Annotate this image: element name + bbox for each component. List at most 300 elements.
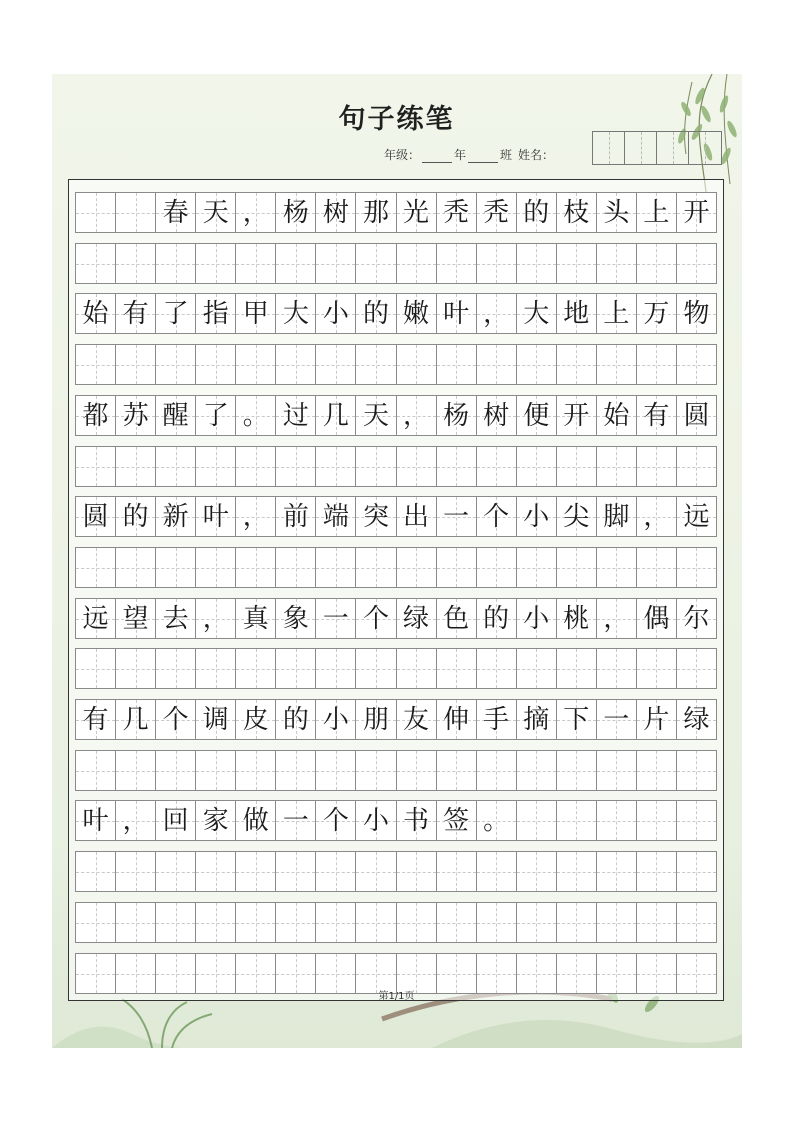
grid-cell[interactable]: [517, 497, 557, 536]
grid-cell[interactable]: [156, 447, 196, 486]
grid-cell[interactable]: [316, 244, 356, 283]
grid-character: ，: [202, 603, 229, 634]
grid-cell[interactable]: [437, 497, 477, 536]
grid-cell[interactable]: [637, 903, 677, 942]
grid-cell[interactable]: [477, 649, 517, 688]
grid-character: 个: [322, 805, 349, 836]
grid-cell[interactable]: [316, 700, 356, 739]
grid-cell[interactable]: [677, 649, 716, 688]
grid-cell[interactable]: [236, 345, 276, 384]
grid-row: [75, 243, 717, 284]
grid-cell[interactable]: [557, 244, 597, 283]
grid-cell[interactable]: [356, 751, 396, 790]
grid-cell[interactable]: [356, 447, 396, 486]
grid-cell[interactable]: [477, 751, 517, 790]
grid-cell[interactable]: [236, 396, 276, 435]
grid-cell[interactable]: [356, 903, 396, 942]
grid-cell[interactable]: [597, 852, 637, 891]
grid-cell[interactable]: [517, 801, 557, 840]
grid-cell[interactable]: [316, 497, 356, 536]
grid-row: [75, 648, 717, 689]
grid-cell[interactable]: [236, 548, 276, 587]
grid-cell[interactable]: [76, 447, 116, 486]
grid-cell[interactable]: [517, 193, 557, 232]
grid-cell[interactable]: [76, 801, 116, 840]
grid-cell[interactable]: [156, 852, 196, 891]
grid-cell[interactable]: [397, 599, 437, 638]
grid-cell[interactable]: [196, 852, 236, 891]
grid-cell[interactable]: [236, 751, 276, 790]
grid-cell[interactable]: [316, 548, 356, 587]
grid-cell[interactable]: [517, 548, 557, 587]
grid-cell[interactable]: [276, 649, 316, 688]
grid-character: 签: [443, 805, 470, 836]
grid-cell[interactable]: [196, 599, 236, 638]
grid-character: 一: [322, 603, 349, 634]
grid-character: ，: [403, 400, 430, 431]
grid-cell[interactable]: [517, 852, 557, 891]
grid-cell[interactable]: [196, 294, 236, 333]
grid-cell[interactable]: [517, 345, 557, 384]
grid-cell[interactable]: [196, 903, 236, 942]
grid-cell[interactable]: [437, 294, 477, 333]
grid-cell[interactable]: [597, 497, 637, 536]
grid-cell[interactable]: [477, 700, 517, 739]
grid-cell[interactable]: [677, 548, 716, 587]
grid-cell[interactable]: [116, 649, 156, 688]
grid-cell[interactable]: [76, 548, 116, 587]
grid-cell[interactable]: [477, 801, 517, 840]
grid-cell[interactable]: [196, 801, 236, 840]
grid-cell[interactable]: [477, 548, 517, 587]
grid-cell[interactable]: [397, 345, 437, 384]
grid-cell[interactable]: [677, 193, 716, 232]
grid-cell[interactable]: [196, 244, 236, 283]
grid-cell[interactable]: [236, 852, 276, 891]
grid-cell[interactable]: [397, 548, 437, 587]
grid-cell[interactable]: [397, 801, 437, 840]
grid-cell[interactable]: [677, 396, 716, 435]
grid-cell[interactable]: [557, 396, 597, 435]
grid-cell[interactable]: [356, 649, 396, 688]
grid-cell[interactable]: [76, 852, 116, 891]
grid-cell[interactable]: [196, 447, 236, 486]
grid-character: 光: [403, 197, 430, 228]
grid-character: 杨: [443, 400, 470, 431]
name-box[interactable]: [593, 132, 625, 164]
grid-cell[interactable]: [597, 193, 637, 232]
grid-cell[interactable]: [196, 751, 236, 790]
grid-character: 叶: [202, 501, 229, 532]
grid-cell[interactable]: [597, 903, 637, 942]
grid-cell[interactable]: [156, 700, 196, 739]
grid-cell[interactable]: [597, 599, 637, 638]
grid-cell[interactable]: [477, 193, 517, 232]
grid-character: 那: [362, 197, 389, 228]
grid-cell[interactable]: [276, 751, 316, 790]
grid-cell[interactable]: [156, 345, 196, 384]
grid-cell[interactable]: [316, 852, 356, 891]
grid-cell[interactable]: [677, 801, 716, 840]
grid-cell[interactable]: [116, 497, 156, 536]
grade-blank[interactable]: [422, 150, 452, 163]
grid-cell[interactable]: [116, 244, 156, 283]
grid-cell[interactable]: [196, 396, 236, 435]
grid-cell[interactable]: [437, 700, 477, 739]
grid-cell[interactable]: [236, 599, 276, 638]
grid-character: 物: [683, 298, 710, 329]
grid-cell[interactable]: [677, 751, 716, 790]
grid-cell[interactable]: [437, 244, 477, 283]
grid-cell[interactable]: [356, 548, 396, 587]
grid-cell[interactable]: [156, 497, 196, 536]
grid-cell[interactable]: [437, 548, 477, 587]
grid-cell[interactable]: [156, 294, 196, 333]
grid-cell[interactable]: [517, 649, 557, 688]
grid-cell[interactable]: [236, 294, 276, 333]
grid-cell[interactable]: [677, 700, 716, 739]
grid-cell[interactable]: [677, 903, 716, 942]
grid-cell[interactable]: [477, 852, 517, 891]
grid-character: 桃: [563, 603, 590, 634]
grid-character: 了: [202, 400, 229, 431]
grid-cell[interactable]: [637, 447, 677, 486]
grid-cell[interactable]: [356, 396, 396, 435]
name-label: 姓名：: [518, 148, 555, 162]
grid-cell[interactable]: [356, 599, 396, 638]
grid-character: 突: [362, 501, 389, 532]
grid-cell[interactable]: [356, 497, 396, 536]
grid-cell[interactable]: [76, 396, 116, 435]
grid-cell[interactable]: [236, 649, 276, 688]
grid-character: 了: [162, 298, 189, 329]
grid-character: 的: [523, 197, 550, 228]
grid-cell[interactable]: [597, 396, 637, 435]
grid-cell[interactable]: [397, 294, 437, 333]
grid-cell[interactable]: [356, 345, 396, 384]
grid-character: ，: [242, 501, 269, 532]
grid-cell[interactable]: [597, 244, 637, 283]
grid-cell[interactable]: [356, 852, 396, 891]
grid-cell[interactable]: [76, 751, 116, 790]
grid-cell[interactable]: [517, 447, 557, 486]
grid-cell[interactable]: [276, 801, 316, 840]
grid-cell[interactable]: [477, 903, 517, 942]
year-suffix: 年: [454, 148, 467, 162]
grid-cell[interactable]: [397, 903, 437, 942]
grid-cell[interactable]: [637, 801, 677, 840]
grid-cell[interactable]: [316, 801, 356, 840]
grid-cell[interactable]: [156, 396, 196, 435]
grid-cell[interactable]: [116, 396, 156, 435]
grid-cell[interactable]: [397, 649, 437, 688]
grid-cell[interactable]: [76, 345, 116, 384]
grid-cell[interactable]: [236, 903, 276, 942]
class-blank[interactable]: [468, 150, 498, 163]
grid-cell[interactable]: [356, 294, 396, 333]
grid-cell[interactable]: [76, 294, 116, 333]
grid-cell[interactable]: [356, 193, 396, 232]
grid-cell[interactable]: [477, 294, 517, 333]
grid-character: 新: [162, 501, 189, 532]
grid-cell[interactable]: [276, 193, 316, 232]
grid-cell[interactable]: [276, 852, 316, 891]
grid-cell[interactable]: [156, 548, 196, 587]
grid-cell[interactable]: [156, 599, 196, 638]
grid-cell[interactable]: [116, 548, 156, 587]
grid-cell[interactable]: [196, 497, 236, 536]
grid-cell[interactable]: [316, 294, 356, 333]
grid-character: 始: [603, 400, 630, 431]
grid-cell[interactable]: [677, 497, 716, 536]
grid-cell[interactable]: [437, 345, 477, 384]
grid-cell[interactable]: [597, 700, 637, 739]
grid-cell[interactable]: [637, 193, 677, 232]
grid-cell[interactable]: [316, 345, 356, 384]
grid-cell[interactable]: [276, 294, 316, 333]
grid-character: 天: [362, 400, 389, 431]
grid-cell[interactable]: [677, 447, 716, 486]
grid-cell[interactable]: [316, 903, 356, 942]
name-boxes[interactable]: [592, 131, 722, 165]
grid-cell[interactable]: [597, 751, 637, 790]
grid-cell[interactable]: [116, 700, 156, 739]
grid-cell[interactable]: [677, 244, 716, 283]
grid-cell[interactable]: [236, 497, 276, 536]
grid-cell[interactable]: [677, 852, 716, 891]
grid-cell[interactable]: [637, 548, 677, 587]
grid-cell[interactable]: [517, 903, 557, 942]
grid-cell[interactable]: [437, 801, 477, 840]
grid-cell[interactable]: [196, 548, 236, 587]
grid-character: 春: [162, 197, 189, 228]
grid-cell[interactable]: [116, 751, 156, 790]
grid-cell[interactable]: [637, 345, 677, 384]
grid-cell[interactable]: [276, 548, 316, 587]
grid-cell[interactable]: [637, 244, 677, 283]
grid-cell[interactable]: [156, 649, 196, 688]
grid-character: 手: [483, 704, 510, 735]
grid-cell[interactable]: [76, 649, 116, 688]
grid-cell[interactable]: [637, 751, 677, 790]
grid-cell[interactable]: [637, 497, 677, 536]
grid-character: 小: [362, 805, 389, 836]
grid-cell[interactable]: [557, 447, 597, 486]
grid-cell[interactable]: [156, 801, 196, 840]
grid-cell[interactable]: [477, 599, 517, 638]
grid-cell[interactable]: [356, 700, 396, 739]
grid-cell[interactable]: [517, 244, 557, 283]
grid-cell[interactable]: [316, 193, 356, 232]
grid-cell[interactable]: [517, 751, 557, 790]
grid-cell[interactable]: [517, 599, 557, 638]
grid-cell[interactable]: [236, 801, 276, 840]
grid-cell[interactable]: [477, 447, 517, 486]
grid-cell[interactable]: [637, 396, 677, 435]
grid-cell[interactable]: [276, 447, 316, 486]
grid-cell[interactable]: [116, 599, 156, 638]
grid-cell[interactable]: [477, 497, 517, 536]
grid-character: 万: [643, 298, 670, 329]
grid-cell[interactable]: [276, 700, 316, 739]
grid-cell[interactable]: [477, 396, 517, 435]
grid-character: 树: [322, 197, 349, 228]
grid-character: 远: [683, 501, 710, 532]
name-box[interactable]: [689, 132, 721, 164]
grid-cell[interactable]: [236, 447, 276, 486]
grid-cell[interactable]: [116, 193, 156, 232]
grid-cell[interactable]: [316, 396, 356, 435]
grid-cell[interactable]: [196, 649, 236, 688]
grid-cell[interactable]: [437, 852, 477, 891]
grid-character: 指: [202, 298, 229, 329]
grid-cell[interactable]: [316, 649, 356, 688]
grid-character: ，: [643, 501, 670, 532]
grid-cell[interactable]: [637, 599, 677, 638]
grid-character: 尔: [683, 603, 710, 634]
grid-character: 枝: [563, 197, 590, 228]
grid-cell[interactable]: [557, 345, 597, 384]
grid-cell[interactable]: [316, 599, 356, 638]
grid-character: 望: [122, 603, 149, 634]
grid-character: 上: [643, 197, 670, 228]
grid-cell[interactable]: [116, 447, 156, 486]
grid-row: [75, 902, 717, 943]
grid-character: 小: [523, 603, 550, 634]
grid-cell[interactable]: [517, 700, 557, 739]
grid-cell[interactable]: [597, 447, 637, 486]
grid-cell[interactable]: [236, 244, 276, 283]
grid-cell[interactable]: [276, 345, 316, 384]
grid-cell[interactable]: [356, 801, 396, 840]
grid-cell[interactable]: [597, 801, 637, 840]
page-title: 句子练笔: [338, 104, 455, 135]
grid-cell[interactable]: [437, 903, 477, 942]
grid-cell[interactable]: [557, 294, 597, 333]
grid-character: 始: [82, 298, 109, 329]
name-box[interactable]: [625, 132, 657, 164]
grid-cell[interactable]: [156, 193, 196, 232]
grid-cell[interactable]: [276, 903, 316, 942]
grid-cell[interactable]: [437, 649, 477, 688]
grid-cell[interactable]: [637, 294, 677, 333]
grid-cell[interactable]: [397, 396, 437, 435]
grid-character: 片: [643, 704, 670, 735]
grid-cell[interactable]: [597, 345, 637, 384]
grid-cell[interactable]: [557, 700, 597, 739]
grid-character: 个: [483, 501, 510, 532]
grid-cell[interactable]: [156, 244, 196, 283]
name-box[interactable]: [657, 132, 689, 164]
grid-cell[interactable]: [557, 751, 597, 790]
grid-cell[interactable]: [156, 903, 196, 942]
grid-cell[interactable]: [76, 193, 116, 232]
grid-cell[interactable]: [116, 903, 156, 942]
grid-cell[interactable]: [116, 345, 156, 384]
grid-cell[interactable]: [677, 294, 716, 333]
grid-cell[interactable]: [276, 599, 316, 638]
grid-character: 个: [362, 603, 389, 634]
grid-cell[interactable]: [397, 700, 437, 739]
grid-cell[interactable]: [397, 497, 437, 536]
grid-cell[interactable]: [397, 447, 437, 486]
grid-cell[interactable]: [517, 294, 557, 333]
grid-character: 开: [683, 197, 710, 228]
grid-row: [75, 395, 717, 436]
grid-cell[interactable]: [437, 193, 477, 232]
grid-cell[interactable]: [557, 903, 597, 942]
grid-cell[interactable]: [597, 294, 637, 333]
grid-cell[interactable]: [276, 244, 316, 283]
grid-character: 都: [82, 400, 109, 431]
grid-cell[interactable]: [557, 649, 597, 688]
grid-cell[interactable]: [196, 193, 236, 232]
grid-cell[interactable]: [677, 345, 716, 384]
grid-character: 色: [443, 603, 470, 634]
grid-cell[interactable]: [557, 548, 597, 587]
grid-row: [75, 598, 717, 639]
grid-character: 头: [603, 197, 630, 228]
grid-cell[interactable]: [437, 751, 477, 790]
grid-cell[interactable]: [637, 649, 677, 688]
grid-cell[interactable]: [397, 751, 437, 790]
grid-cell[interactable]: [76, 599, 116, 638]
grid-cell[interactable]: [437, 599, 477, 638]
grid-cell[interactable]: [557, 497, 597, 536]
grid-cell[interactable]: [356, 244, 396, 283]
grid-cell[interactable]: [557, 193, 597, 232]
grid-cell[interactable]: [76, 700, 116, 739]
grid-cell[interactable]: [236, 193, 276, 232]
grid-character: 叶: [82, 805, 109, 836]
grid-cell[interactable]: [76, 497, 116, 536]
grid-cell[interactable]: [397, 852, 437, 891]
grid-cell[interactable]: [437, 447, 477, 486]
grid-cell[interactable]: [397, 193, 437, 232]
grid-cell[interactable]: [76, 903, 116, 942]
grid-cell[interactable]: [637, 852, 677, 891]
grid-cell[interactable]: [316, 751, 356, 790]
grid-cell[interactable]: [557, 852, 597, 891]
grid-cell[interactable]: [156, 751, 196, 790]
grid-cell[interactable]: [477, 345, 517, 384]
grid-cell[interactable]: [637, 700, 677, 739]
grid-cell[interactable]: [116, 852, 156, 891]
grid-cell[interactable]: [597, 548, 637, 587]
grid-cell[interactable]: [116, 801, 156, 840]
grid-row: [75, 851, 717, 892]
grid-cell[interactable]: [316, 447, 356, 486]
grid-cell[interactable]: [557, 801, 597, 840]
grid-cell[interactable]: [397, 244, 437, 283]
grid-cell[interactable]: [437, 396, 477, 435]
grid-cell[interactable]: [597, 649, 637, 688]
grid-character: 绿: [683, 704, 710, 735]
grid-cell[interactable]: [557, 599, 597, 638]
grid-cell[interactable]: [76, 244, 116, 283]
grid-cell[interactable]: [196, 700, 236, 739]
grid-cell[interactable]: [677, 599, 716, 638]
grid-cell[interactable]: [236, 700, 276, 739]
grid-cell[interactable]: [517, 396, 557, 435]
grid-cell[interactable]: [477, 244, 517, 283]
grid-cell[interactable]: [276, 497, 316, 536]
grid-character: 去: [162, 603, 189, 634]
grid-cell[interactable]: [196, 345, 236, 384]
grid-character: 下: [563, 704, 590, 735]
grid-cell[interactable]: [116, 294, 156, 333]
grid-cell[interactable]: [276, 396, 316, 435]
